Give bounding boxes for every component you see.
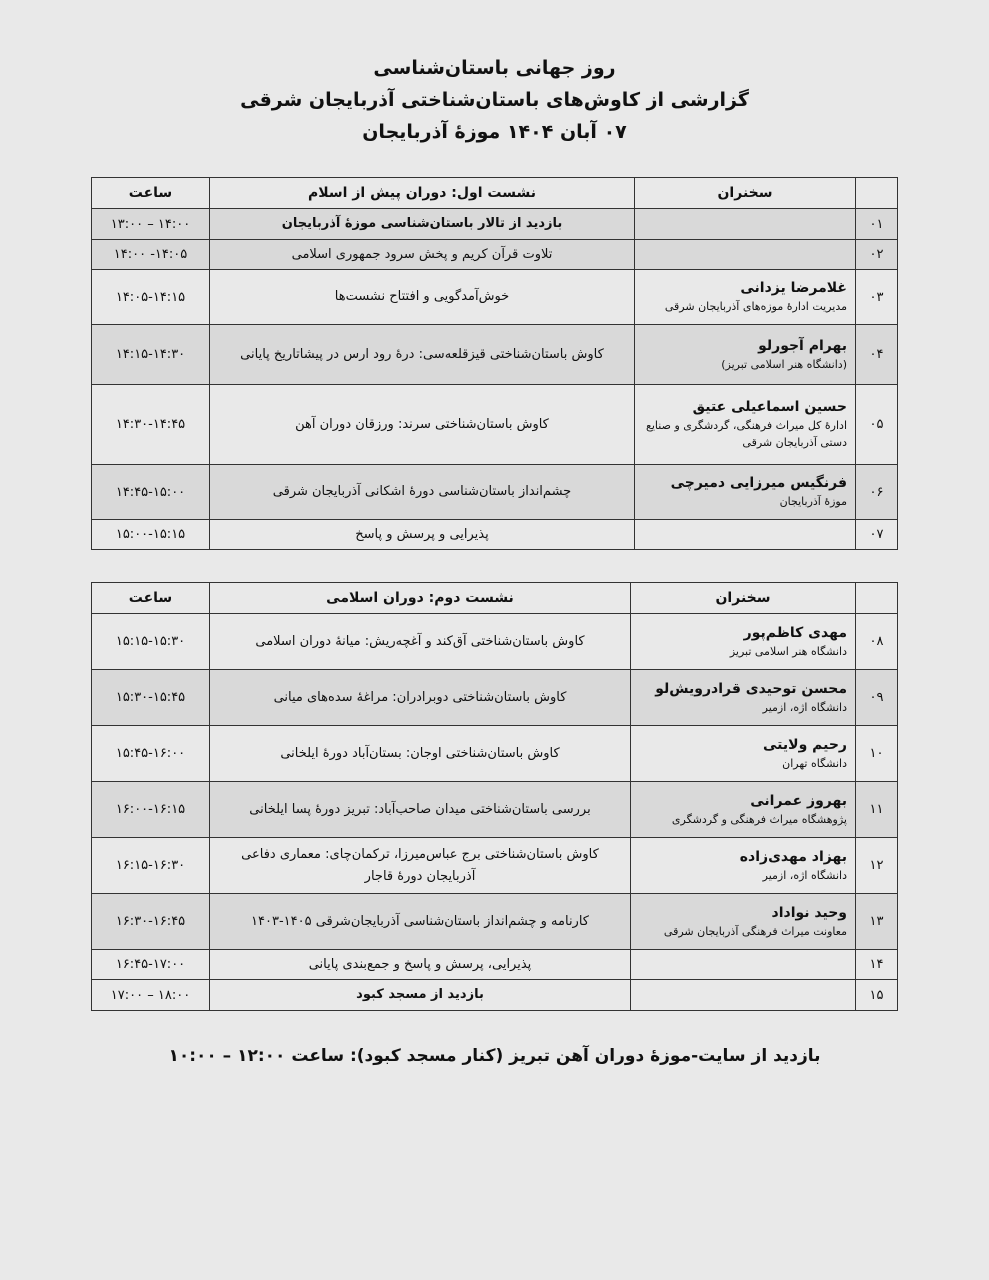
row-time: ۱۵:۱۵-۱۵:۳۰ [92,614,210,670]
time-header: ساعت [92,178,210,209]
row-number: ۱۳ [856,894,898,950]
table-row [92,385,898,465]
speaker-name: حسین اسماعیلی عتیق [692,399,847,415]
row-speaker [635,385,856,465]
document-header [0,52,989,148]
speaker-name: بهزاد مهدی‌زاده [739,848,847,865]
table-row [92,209,898,240]
speaker-affiliation: (دانشگاه هنر اسلامی تبریز) [721,357,847,371]
row-topic: بازدید از تالار باستان‌شناسی موزهٔ آذربایجان [210,209,635,240]
footer-note: بازدید از سایت-موزهٔ دوران آهن تبریز (کنار مسجد کبود): ساعت ۱۲:۰۰ – ۱۰:۰۰ [168,1046,821,1066]
table-row [92,465,898,520]
table-row [92,325,898,385]
row-speaker [631,950,856,980]
session-one-table [91,177,898,550]
row-number: ۰۹ [856,670,898,726]
speaker-header: سخنران [635,178,856,209]
row-number: ۰۱ [856,209,898,240]
topic-header: نشست اول: دوران پیش از اسلام [210,178,635,209]
row-number: ۰۶ [856,465,898,520]
table-row [92,240,898,270]
page-subtitle: گزارشی از کاوش‌های باستان‌شناختی آذربایجان شرقی [240,89,749,111]
row-time: ۱۴:۳۰-۱۴:۴۵ [92,385,210,465]
row-time: ۱۷:۰۰ – ۱۸:۰۰ [92,980,210,1011]
row-number: ۰۳ [856,270,898,325]
row-time: ۱۶:۱۵-۱۶:۳۰ [92,838,210,894]
speaker-name: فرنگیس میرزایی دمیرچی [670,475,847,491]
row-speaker [635,465,856,520]
speaker-affiliation: پژوهشگاه میراث فرهنگی و گردشگری [671,812,847,826]
table-row [92,726,898,782]
speaker-affiliation: دانشگاه اژه، ازمیر [762,700,847,714]
row-speaker [631,782,856,838]
row-speaker [635,209,856,240]
row-topic: کارنامه و چشم‌انداز باستان‌شناسی آذربایجان‌شرقی ۱۴۰۵-۱۴۰۳ [210,894,631,950]
row-topic: بازدید از مسجد کبود [210,980,631,1011]
row-topic: کاوش باستان‌شناختی اوجان: بستان‌آباد دورهٔ ایلخانی [210,726,631,782]
row-time: ۱۴:۴۵-۱۵:۰۰ [92,465,210,520]
table-row [92,980,898,1011]
speaker-affiliation: مدیریت ادارهٔ موزه‌های آذربایجان شرقی [664,300,847,313]
speaker-header: سخنران [631,583,856,614]
speaker-name: رحیم ولایتی [763,736,847,753]
speaker-name: محسن توحیدی قرادرویش‌لو [655,680,847,697]
row-speaker [635,520,856,550]
speaker-affiliation: ادارهٔ کل میراث فرهنگی، گردشگری و صنایع دستی آذربایجان شرقی [646,419,847,449]
row-speaker [631,894,856,950]
num-header [856,583,898,614]
row-time: ۱۴:۰۰ -۱۴:۰۵ [92,240,210,270]
row-topic: چشم‌انداز باستان‌شناسی دورهٔ اشکانی آذربایجان شرقی [210,465,635,520]
speaker-name: مهدی کاظم‌پور [743,624,847,641]
row-speaker [631,670,856,726]
num-header [856,178,898,209]
row-number: ۰۵ [856,385,898,465]
row-speaker [635,270,856,325]
speaker-affiliation: موزهٔ آذربایجان [779,495,847,508]
time-header: ساعت [92,583,210,614]
row-speaker [631,614,856,670]
speaker-name: وحید نواداد [771,904,847,921]
table-row [92,950,898,980]
row-number: ۱۴ [856,950,898,980]
row-topic: کاوش باستان‌شناختی قیزقلعه‌سی: درهٔ رود ارس در پیشاتاریخ پایانی [210,325,635,385]
row-time: ۱۵:۴۵-۱۶:۰۰ [92,726,210,782]
speaker-affiliation: دانشگاه تهران [782,756,847,770]
row-number: ۰۸ [856,614,898,670]
row-time: ۱۶:۳۰-۱۶:۴۵ [92,894,210,950]
table-header-row [92,583,898,614]
speaker-name: بهرام آجورلو [758,337,847,354]
row-topic: بررسی باستان‌شناختی میدان صاحب‌آباد: تبریز دورهٔ پسا ایلخانی [210,782,631,838]
row-time: ۱۶:۰۰-۱۶:۱۵ [92,782,210,838]
row-topic: کاوش باستان‌شناختی دوبرادران: مراغهٔ سده‌های میانی [210,670,631,726]
row-topic: پذیرایی و پرسش و پاسخ [210,520,635,550]
table-row [92,614,898,670]
row-time: ۱۳:۰۰ – ۱۴:۰۰ [92,209,210,240]
row-number: ۱۵ [856,980,898,1011]
table-row [92,520,898,550]
row-speaker [631,838,856,894]
speaker-affiliation: دانشگاه هنر اسلامی تبریز [729,644,847,658]
row-number: ۰۴ [856,325,898,385]
speaker-name: بهروز عمرانی [750,792,847,809]
row-time: ۱۴:۰۵-۱۴:۱۵ [92,270,210,325]
row-time: ۱۵:۳۰-۱۵:۴۵ [92,670,210,726]
row-number: ۱۱ [856,782,898,838]
row-number: ۱۲ [856,838,898,894]
row-topic: کاوش باستان‌شناختی سرند: ورزقان دوران آهن [210,385,635,465]
row-topic: کاوش باستان‌شناختی برج عباس‌میرزا، ترکمان‌چای: معماری دفاعی آذربایجان دورهٔ قاجار [210,838,631,894]
row-topic: کاوش باستان‌شناختی آق‌کند و آغچه‌ریش: میانهٔ دوران اسلامی [210,614,631,670]
row-speaker [631,726,856,782]
event-date: ۰۷ آبان ۱۴۰۴ موزهٔ آذربایجان [362,121,627,143]
row-speaker [635,240,856,270]
row-topic: تلاوت قرآن کریم و پخش سرود جمهوری اسلامی [210,240,635,270]
speaker-affiliation: معاونت میراث فرهنگی آذربایجان شرقی [663,924,847,938]
topic-header: نشست دوم: دوران اسلامی [210,583,631,614]
table-row [92,670,898,726]
row-number: ۰۷ [856,520,898,550]
row-number: ۰۲ [856,240,898,270]
row-speaker [635,325,856,385]
row-topic: پذیرایی، پرسش و پاسخ و جمع‌بندی پایانی [210,950,631,980]
row-speaker [631,980,856,1011]
row-time: ۱۶:۴۵-۱۷:۰۰ [92,950,210,980]
page-title: روز جهانی باستان‌شناسی [373,57,616,79]
table-row [92,894,898,950]
speaker-name: غلامرضا یزدانی [740,280,847,296]
row-number: ۱۰ [856,726,898,782]
table-row [92,782,898,838]
table-row [92,838,898,894]
table-header-row [92,178,898,209]
table-row [92,270,898,325]
row-time: ۱۵:۰۰-۱۵:۱۵ [92,520,210,550]
row-time: ۱۴:۱۵-۱۴:۳۰ [92,325,210,385]
session-two-table [91,582,898,1011]
speaker-affiliation: دانشگاه اژه، ازمیر [762,868,847,882]
row-topic: خوش‌آمدگویی و افتتاح نشست‌ها [210,270,635,325]
